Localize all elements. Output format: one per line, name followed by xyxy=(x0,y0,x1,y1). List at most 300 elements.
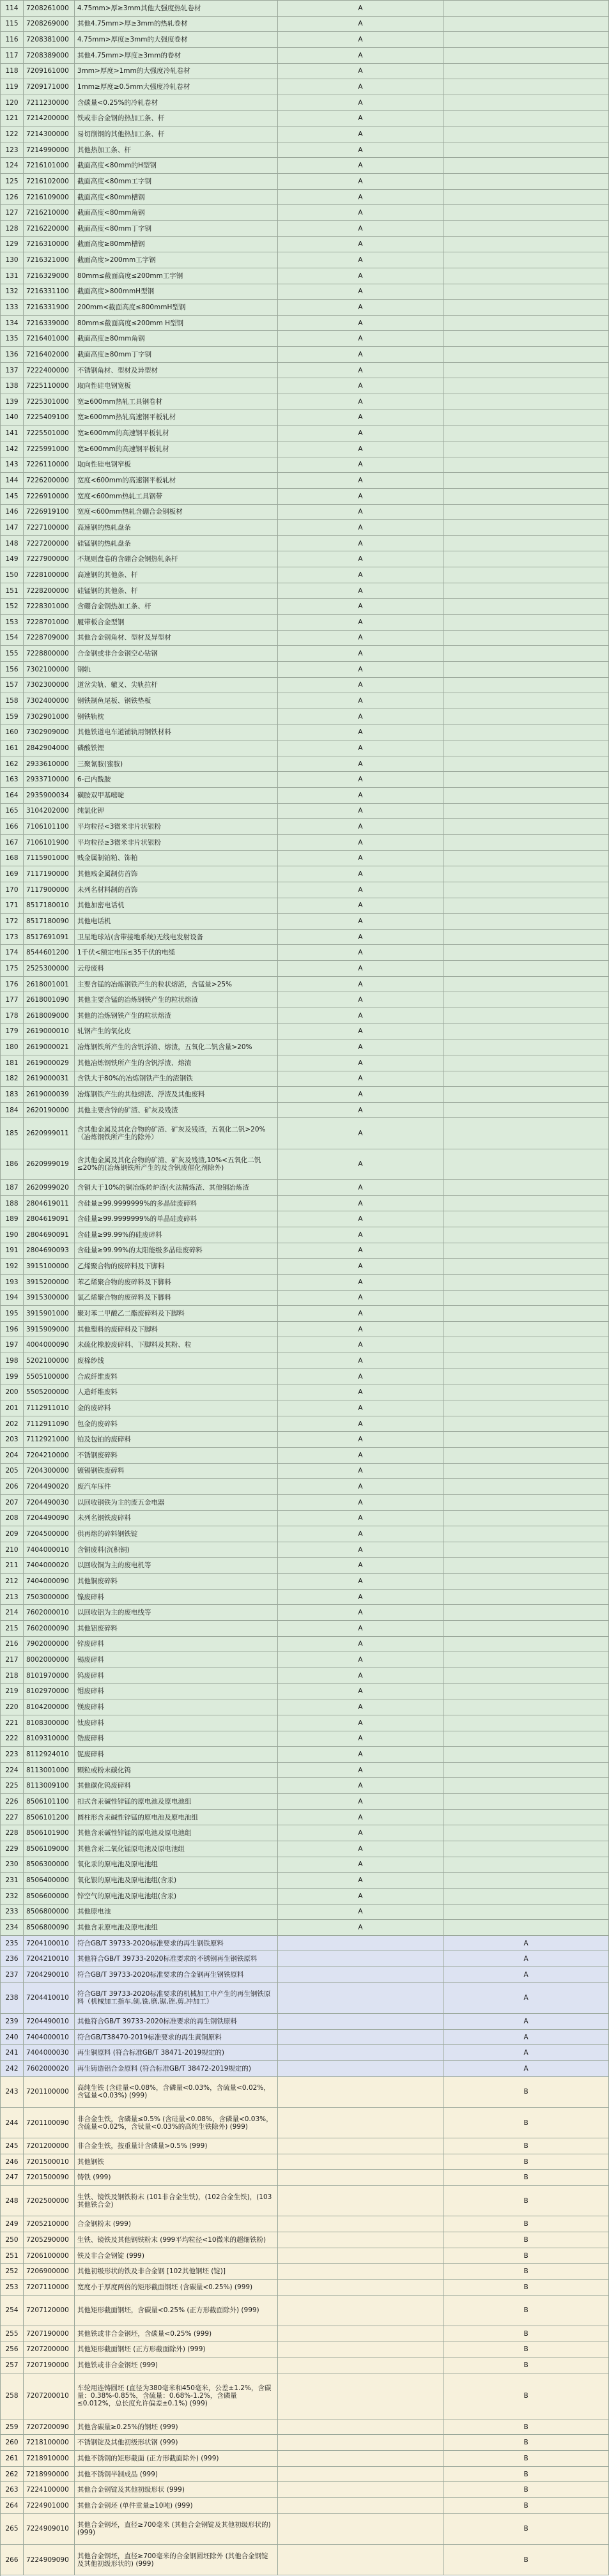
table-row xyxy=(1,505,609,521)
category-a-cell xyxy=(278,2467,444,2482)
row-index-cell xyxy=(1,2326,24,2342)
category-a-cell xyxy=(278,536,444,551)
category-a-cell xyxy=(278,316,444,331)
hs-code-cell xyxy=(24,2296,75,2326)
hs-code-cell xyxy=(24,1731,75,1747)
hs-code-cell-text: 2619000039 xyxy=(26,1091,69,1099)
category-a-cell-text: A xyxy=(358,130,363,138)
hs-code-cell xyxy=(24,316,75,331)
hs-code-cell xyxy=(24,866,75,882)
hs-code-cell-text: 8506300000 xyxy=(26,1860,69,1869)
category-a-cell-text: A xyxy=(358,508,363,516)
row-index-cell xyxy=(1,441,24,457)
category-a-cell xyxy=(278,1118,444,1148)
row-index-cell-text: 226 xyxy=(5,1797,19,1805)
product-name-cell-text: 锡废碎料 xyxy=(77,1656,104,1664)
category-b-cell xyxy=(443,851,609,866)
row-index-cell xyxy=(1,2435,24,2450)
hs-code-cell xyxy=(24,1495,75,1510)
category-b-cell xyxy=(443,1071,609,1087)
category-a-cell xyxy=(278,1983,444,2013)
row-index-cell xyxy=(1,914,24,929)
row-index-cell-text: 248 xyxy=(5,2196,19,2205)
row-index-cell-text: 166 xyxy=(5,823,19,831)
product-name-cell xyxy=(75,788,278,803)
category-b-cell xyxy=(443,1149,609,1179)
row-index-cell xyxy=(1,819,24,834)
product-name-cell xyxy=(75,772,278,787)
hs-code-cell xyxy=(24,1055,75,1071)
row-index-cell xyxy=(1,252,24,268)
hs-code-cell xyxy=(24,268,75,284)
category-b-cell-text: B xyxy=(523,2174,528,2182)
product-name-cell-text: 宽≥600mm的高速钢平板轧材 xyxy=(77,429,169,438)
category-b-cell xyxy=(443,1448,609,1463)
hs-code-cell xyxy=(24,2170,75,2185)
category-a-cell-text: A xyxy=(358,1183,363,1192)
category-a-cell xyxy=(278,237,444,252)
row-index-cell-text: 132 xyxy=(5,288,19,296)
row-index-cell xyxy=(1,174,24,189)
category-b-cell xyxy=(443,930,609,945)
hs-code-cell xyxy=(24,599,75,614)
product-name-cell xyxy=(75,1778,278,1793)
row-index-cell-text: 151 xyxy=(5,586,19,595)
hs-code-cell-text: 7227100000 xyxy=(26,523,69,532)
hs-code-cell-text: 8101970000 xyxy=(26,1671,69,1680)
hs-code-cell xyxy=(24,17,75,32)
category-a-cell-text: A xyxy=(358,1687,363,1696)
category-b-cell xyxy=(443,158,609,173)
hs-code-cell-text: 7208261000 xyxy=(26,4,69,12)
product-name-cell-text: 3mm>厚度>1mm的大强度冷轧卷材 xyxy=(77,67,190,75)
table-row xyxy=(1,599,609,615)
row-index-cell-text: 170 xyxy=(5,885,19,894)
hs-code-cell xyxy=(24,1039,75,1055)
row-index-cell xyxy=(1,1211,24,1227)
row-index-cell-text: 264 xyxy=(5,2501,19,2510)
category-a-cell xyxy=(278,2045,444,2060)
product-name-cell xyxy=(75,1920,278,1935)
product-name-cell xyxy=(75,1259,278,1274)
product-name-cell-text: 含硅量≥99.9999999%的多晶硅废碎料 xyxy=(77,1199,197,1208)
row-index-cell-text: 260 xyxy=(5,2439,19,2447)
row-index-cell-text: 185 xyxy=(5,1130,19,1138)
product-name-cell xyxy=(75,64,278,79)
product-name-cell xyxy=(75,678,278,693)
row-index-cell-text: 232 xyxy=(5,1892,19,1900)
category-a-cell-text: A xyxy=(358,933,363,941)
product-name-cell-text: 轧钢产生的氧化皮 xyxy=(77,1027,131,1036)
category-a-cell xyxy=(278,1526,444,1542)
product-name-cell-text: 合金钢或非合金钢空心钻钢 xyxy=(77,650,158,658)
row-index-cell-text: 219 xyxy=(5,1687,19,1696)
table-row xyxy=(1,536,609,552)
hs-code-cell xyxy=(24,1196,75,1211)
hs-code-cell xyxy=(24,2216,75,2232)
table-row xyxy=(1,2514,609,2545)
product-name-cell-text: 其他冶炼钢铁所产生的含钒浮渣、熔渣 xyxy=(77,1059,192,1067)
category-a-cell-text: A xyxy=(358,1404,363,1412)
category-a-cell xyxy=(278,1542,444,1558)
hs-code-cell-text: 2620999020 xyxy=(26,1183,69,1192)
table-row xyxy=(1,268,609,284)
category-a-cell xyxy=(278,1,444,16)
hs-code-cell xyxy=(24,2514,75,2544)
hs-code-cell xyxy=(24,2014,75,2029)
hs-code-cell xyxy=(24,1275,75,1290)
category-a-cell xyxy=(278,1747,444,1762)
category-a-cell xyxy=(278,1024,444,1039)
category-b-cell xyxy=(443,1731,609,1747)
table-row xyxy=(1,1590,609,1606)
hs-code-cell xyxy=(24,1400,75,1416)
hs-code-cell xyxy=(24,992,75,1008)
hs-code-cell xyxy=(24,284,75,300)
table-row xyxy=(1,693,609,709)
table-row xyxy=(1,2498,609,2514)
category-b-cell-text: B xyxy=(523,2088,528,2096)
category-a-cell xyxy=(278,1400,444,1416)
table-row xyxy=(1,48,609,64)
hs-code-cell-text: 7216331100 xyxy=(26,288,69,296)
hs-code-cell-text: 2619000029 xyxy=(26,1059,69,1067)
row-index-cell-text: 198 xyxy=(5,1356,19,1365)
category-a-cell-text: A xyxy=(358,1703,363,1712)
table-row xyxy=(1,205,609,221)
hs-code-cell xyxy=(24,1511,75,1526)
product-name-cell-text: 其他不锈钢半制成品 (999) xyxy=(77,2470,158,2478)
hs-code-cell xyxy=(24,378,75,394)
table-row xyxy=(1,1071,609,1087)
product-name-cell xyxy=(75,347,278,362)
category-a-cell xyxy=(278,1243,444,1259)
category-b-cell xyxy=(443,1621,609,1636)
row-index-cell xyxy=(1,489,24,504)
hs-code-cell-text: 3915909000 xyxy=(26,1325,69,1333)
row-index-cell xyxy=(1,1448,24,1463)
row-index-cell xyxy=(1,1384,24,1400)
table-row xyxy=(1,1495,609,1511)
product-name-cell xyxy=(75,1118,278,1148)
product-name-cell-text: 钢铁轨枕 xyxy=(77,712,104,721)
row-index-cell-text: 235 xyxy=(5,1939,19,1947)
category-b-cell xyxy=(443,2154,609,2170)
category-a-cell xyxy=(278,1432,444,1447)
row-index-cell xyxy=(1,205,24,220)
hs-code-cell xyxy=(24,693,75,709)
product-name-cell xyxy=(75,1967,278,1982)
hs-code-cell-text: 7404000020 xyxy=(26,1561,69,1570)
category-a-cell xyxy=(278,709,444,724)
category-b-cell xyxy=(443,363,609,378)
table-row xyxy=(1,1432,609,1448)
category-b-cell xyxy=(443,1542,609,1558)
table-row xyxy=(1,1337,609,1353)
category-b-cell xyxy=(443,1684,609,1699)
row-index-cell xyxy=(1,2045,24,2060)
row-index-cell-text: 158 xyxy=(5,697,19,705)
category-b-cell xyxy=(443,142,609,158)
table-row xyxy=(1,111,609,126)
table-row xyxy=(1,142,609,158)
product-name-cell-text: 其他贱金属制仿首饰 xyxy=(77,870,138,878)
product-name-cell-text: 钢轨 xyxy=(77,665,91,673)
category-a-cell xyxy=(278,221,444,236)
category-a-cell-text: A xyxy=(358,1160,363,1169)
hs-code-cell-text: 7228200000 xyxy=(26,586,69,595)
table-row xyxy=(1,1243,609,1259)
product-name-cell-text: 其他主要含锰的冶炼钢铁产生的粒状熔渣 xyxy=(77,996,198,1004)
table-row xyxy=(1,992,609,1008)
hs-code-cell xyxy=(24,394,75,410)
hs-code-cell xyxy=(24,2451,75,2466)
table-row xyxy=(1,1905,609,1920)
product-name-cell xyxy=(75,551,278,567)
table-row xyxy=(1,2280,609,2296)
row-index-cell xyxy=(1,268,24,284)
hs-code-cell-text: 7106101900 xyxy=(26,838,69,847)
category-a-cell xyxy=(278,2296,444,2326)
category-a-cell-text: A xyxy=(358,1011,363,1020)
category-b-cell xyxy=(443,410,609,425)
row-index-cell xyxy=(1,2467,24,2482)
category-a-cell xyxy=(278,473,444,488)
table-row xyxy=(1,1384,609,1400)
product-name-cell xyxy=(75,2342,278,2358)
hs-code-cell-text: 5505200000 xyxy=(26,1388,69,1397)
table-row xyxy=(1,190,609,206)
row-index-cell xyxy=(1,1353,24,1368)
table-row xyxy=(1,331,609,347)
table-row xyxy=(1,835,609,851)
row-index-cell-text: 263 xyxy=(5,2486,19,2494)
category-a-cell xyxy=(278,425,444,441)
row-index-cell-text: 167 xyxy=(5,838,19,847)
hs-code-cell xyxy=(24,678,75,693)
product-name-cell xyxy=(75,1747,278,1762)
table-row xyxy=(1,709,609,725)
row-index-cell-text: 181 xyxy=(5,1059,19,1067)
hs-code-cell-text: 4004000090 xyxy=(26,1341,69,1349)
category-a-cell xyxy=(278,1810,444,1825)
row-index-cell-text: 125 xyxy=(5,177,19,185)
product-name-cell-text: 符合GB/T 39733-2020标准要求的合金钢再生钢铁原料 xyxy=(77,1970,244,1979)
row-index-cell xyxy=(1,2373,24,2419)
product-name-cell-text: 高速钢的热轧盘条 xyxy=(77,523,131,532)
row-index-cell-text: 168 xyxy=(5,854,19,862)
product-name-cell xyxy=(75,631,278,646)
category-a-cell xyxy=(278,1637,444,1652)
hs-code-cell xyxy=(24,1180,75,1195)
category-b-cell xyxy=(443,284,609,300)
row-index-cell-text: 133 xyxy=(5,303,19,311)
product-name-cell-text: 主要含锰的冶炼钢铁产生的粒状熔渣，含锰量>25% xyxy=(77,980,233,988)
product-name-cell-text: 磺胺双甲基嘧啶 xyxy=(77,791,125,799)
product-name-cell xyxy=(75,1511,278,1526)
category-a-cell xyxy=(278,1763,444,1778)
row-index-cell xyxy=(1,804,24,819)
table-row xyxy=(1,1103,609,1119)
product-name-cell-text: 其他含汞二氧化锰原电池及原电池组 xyxy=(77,1844,185,1853)
table-row xyxy=(1,1936,609,1952)
category-a-cell xyxy=(278,1103,444,1118)
row-index-cell-text: 224 xyxy=(5,1766,19,1774)
product-name-cell xyxy=(75,2061,278,2076)
category-a-cell-text: A xyxy=(358,1215,363,1223)
row-index-cell-text: 147 xyxy=(5,523,19,532)
product-name-cell xyxy=(75,1715,278,1731)
table-row xyxy=(1,1542,609,1558)
product-name-cell-text: 其他初级形状的铁及非合金钢 [102其他钢坯 (锭)] xyxy=(77,2267,226,2276)
hs-code-cell-text: 5505100000 xyxy=(26,1372,69,1381)
category-b-cell xyxy=(443,1275,609,1290)
table-row xyxy=(1,1353,609,1369)
category-b-cell xyxy=(443,1652,609,1667)
category-b-cell xyxy=(443,64,609,79)
category-b-cell xyxy=(443,583,609,599)
row-index-cell xyxy=(1,111,24,126)
category-a-cell xyxy=(278,394,444,410)
category-a-cell xyxy=(278,1825,444,1841)
category-a-cell-text: A xyxy=(358,586,363,595)
table-row xyxy=(1,489,609,505)
row-index-cell-text: 210 xyxy=(5,1545,19,1554)
hs-code-cell xyxy=(24,914,75,929)
row-index-cell-text: 164 xyxy=(5,791,19,799)
product-name-cell xyxy=(75,2326,278,2342)
hs-code-cell-text: 2525300000 xyxy=(26,964,69,972)
row-index-cell xyxy=(1,1416,24,1432)
product-name-cell xyxy=(75,1071,278,1087)
product-name-cell-text: 钼废碎料 xyxy=(77,1687,104,1696)
row-index-cell-text: 250 xyxy=(5,2235,19,2244)
category-b-cell-text: B xyxy=(523,2423,528,2431)
hs-code-cell xyxy=(24,1684,75,1699)
category-b-cell xyxy=(443,2545,609,2575)
category-b-cell xyxy=(443,1479,609,1494)
hs-code-cell xyxy=(24,1526,75,1542)
category-a-cell-text: A xyxy=(358,634,363,642)
table-row xyxy=(1,1747,609,1763)
product-name-cell xyxy=(75,284,278,300)
category-a-cell-text: A xyxy=(358,1356,363,1365)
row-index-cell xyxy=(1,284,24,300)
category-a-cell-text: A xyxy=(358,964,363,972)
table-row xyxy=(1,646,609,662)
hs-code-cell xyxy=(24,48,75,63)
product-name-cell-text: 宽度<600mm热轧含硼合金钢板材 xyxy=(77,508,183,516)
category-a-cell xyxy=(278,1087,444,1102)
category-b-cell xyxy=(443,898,609,914)
category-a-cell-text: A xyxy=(358,1262,363,1271)
category-b-cell xyxy=(443,1495,609,1510)
table-row xyxy=(1,551,609,567)
table-row xyxy=(1,520,609,536)
category-a-cell-text: A xyxy=(358,492,363,500)
product-name-cell xyxy=(75,2216,278,2232)
table-row xyxy=(1,1464,609,1480)
hs-code-cell xyxy=(24,835,75,850)
table-row xyxy=(1,1087,609,1103)
row-index-cell xyxy=(1,1087,24,1102)
category-a-cell xyxy=(278,1337,444,1353)
row-index-cell-text: 128 xyxy=(5,224,19,233)
row-index-cell xyxy=(1,2296,24,2326)
table-row xyxy=(1,2482,609,2498)
table-row xyxy=(1,1889,609,1905)
table-row xyxy=(1,1873,609,1889)
category-a-cell-text: A xyxy=(358,838,363,847)
hs-code-cell-text: 7112921000 xyxy=(26,1436,69,1444)
hs-code-cell-text: 7117190000 xyxy=(26,870,69,878)
category-b-cell xyxy=(443,1322,609,1337)
category-a-cell xyxy=(278,599,444,614)
hs-code-cell xyxy=(24,1951,75,1966)
row-index-cell xyxy=(1,64,24,79)
row-index-cell xyxy=(1,2545,24,2575)
product-name-cell xyxy=(75,2296,278,2326)
row-index-cell xyxy=(1,835,24,850)
table-row xyxy=(1,740,609,756)
category-a-cell xyxy=(278,1322,444,1337)
category-a-cell-text: A xyxy=(358,823,363,831)
category-a-cell xyxy=(278,1039,444,1055)
category-b-cell xyxy=(443,2248,609,2264)
product-name-cell xyxy=(75,2014,278,2029)
category-a-cell xyxy=(278,788,444,803)
category-b-cell xyxy=(443,709,609,724)
category-b-cell xyxy=(443,1526,609,1542)
product-name-cell-text: 其他塑料的废碎料及下脚料 xyxy=(77,1325,158,1333)
row-index-cell-text: 141 xyxy=(5,429,19,438)
category-a-cell-text: A xyxy=(358,1892,363,1900)
category-b-cell-text: B xyxy=(523,2392,528,2400)
category-a-cell xyxy=(278,678,444,693)
table-row xyxy=(1,1024,609,1040)
row-index-cell-text: 261 xyxy=(5,2454,19,2462)
hs-code-cell-text: 7208381000 xyxy=(26,36,69,44)
hs-code-cell-text: 7207110000 xyxy=(26,2283,69,2291)
row-index-cell-text: 182 xyxy=(5,1075,19,1083)
hs-code-cell xyxy=(24,489,75,504)
row-index-cell-text: 206 xyxy=(5,1483,19,1491)
category-a-cell xyxy=(278,2216,444,2232)
category-b-cell xyxy=(443,2498,609,2513)
row-index-cell-text: 157 xyxy=(5,681,19,689)
category-a-cell-text: A xyxy=(358,996,363,1004)
row-index-cell-text: 199 xyxy=(5,1372,19,1381)
hs-code-cell xyxy=(24,2186,75,2216)
hs-code-cell-text: 7404000030 xyxy=(26,2049,69,2057)
table-row xyxy=(1,2545,609,2575)
hs-code-cell-text: 2804690093 xyxy=(26,1246,69,1255)
hs-code-cell xyxy=(24,977,75,992)
category-a-cell-text: A xyxy=(358,1545,363,1554)
row-index-cell-text: 174 xyxy=(5,949,19,957)
product-name-cell xyxy=(75,1416,278,1432)
product-name-cell-text: 其他不锈钢的矩形截面 (正方形截面除外) (999) xyxy=(77,2454,219,2462)
product-name-cell xyxy=(75,1794,278,1809)
hs-code-cell-text: 2842904000 xyxy=(26,744,69,752)
row-index-cell-text: 249 xyxy=(5,2220,19,2228)
hs-code-cell-text: 7228100000 xyxy=(26,571,69,579)
hs-code-cell-text: 7214300000 xyxy=(26,130,69,138)
hs-code-cell-text: 8506800000 xyxy=(26,1908,69,1916)
row-index-cell-text: 207 xyxy=(5,1498,19,1506)
table-row xyxy=(1,1118,609,1149)
row-index-cell xyxy=(1,316,24,331)
